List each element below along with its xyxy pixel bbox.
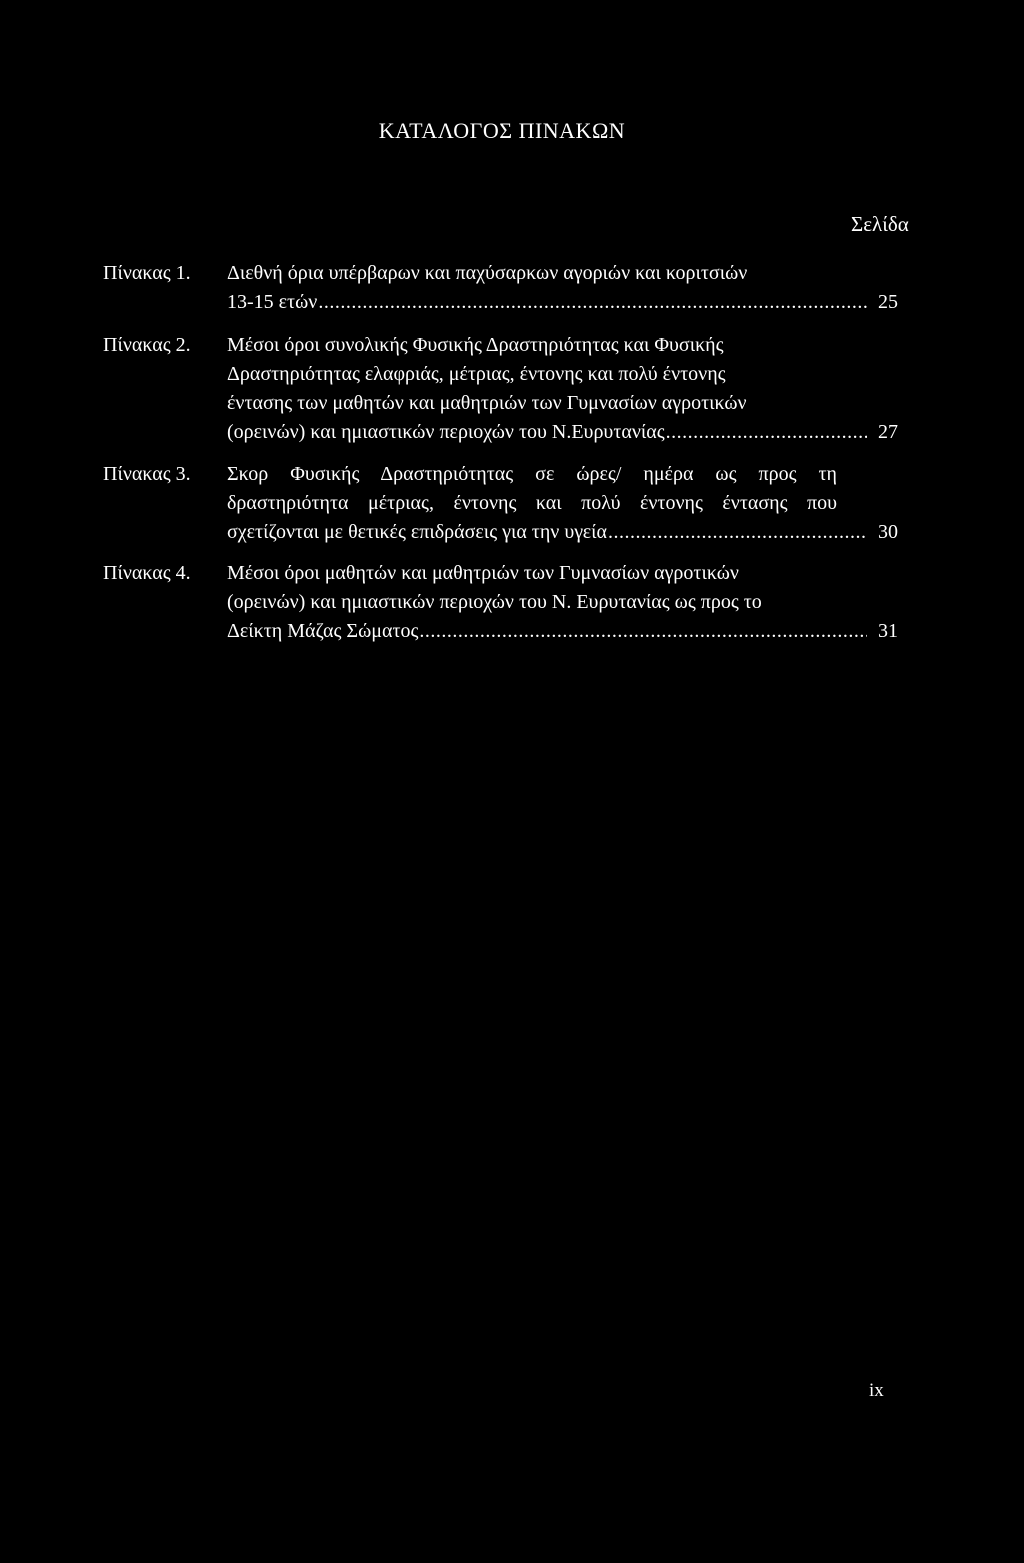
toc-entry-page-number: 31 <box>878 620 898 642</box>
toc-entry-page-number: 25 <box>878 291 898 313</box>
toc-entry-last-text: 13-15 ετών <box>227 291 318 313</box>
toc-entry-last-line <box>227 617 903 646</box>
toc-entry-label: Πίνακας 1. <box>103 262 191 284</box>
toc-entry-page-number: 30 <box>878 521 898 543</box>
toc-entry-last-text: (ορεινών) και ημιαστικών περιοχών του Ν.Ευρυτανίας <box>227 421 665 443</box>
toc-entry-last-line <box>227 418 903 447</box>
toc-entry-page-number: 27 <box>878 421 898 443</box>
toc-entry-label: Πίνακας 3. <box>103 463 191 485</box>
toc-entry-body <box>227 259 903 317</box>
toc-entry-label: Πίνακας 4. <box>103 562 191 584</box>
toc-entry-line: Διεθνή όρια υπέρβαρων και παχύσαρκων αγοριών και κοριτσιών <box>227 262 748 284</box>
toc-entry-last-text: Δείκτη Μάζας Σώματος <box>227 620 419 642</box>
dot-leader <box>318 288 867 317</box>
toc-entry-body <box>227 331 903 447</box>
toc-entry-line: δραστηριότητα μέτριας, έντονης και πολύ έντονης έντασης που <box>227 492 837 514</box>
toc-entry-body <box>227 559 903 646</box>
page-folio: ix <box>869 1380 884 1401</box>
toc-entry-body <box>227 460 903 547</box>
page-title: ΚΑΤΑΛΟΓΟΣ ΠΙΝΑΚΩΝ <box>378 118 626 143</box>
toc-entry-last-line <box>227 288 903 317</box>
page-column-header: Σελίδα <box>851 212 909 236</box>
toc-entry-last-text: σχετίζονται με θετικές επιδράσεις για την υγεία <box>227 521 607 543</box>
toc-entry-line: Σκορ Φυσικής Δραστηριότητας σε ώρες/ ημέρα ως προς τη <box>227 463 837 485</box>
toc-entry-label: Πίνακας 2. <box>103 334 191 356</box>
toc-entry-line: έντασης των μαθητών και μαθητριών των Γυμνασίων αγροτικών <box>227 392 747 414</box>
toc-entry-line: Μέσοι όροι συνολικής Φυσικής Δραστηριότητας και Φυσικής <box>227 334 724 356</box>
dot-leader <box>608 518 867 547</box>
dot-leader <box>419 617 867 646</box>
toc-entry-line: Μέσοι όροι μαθητών και μαθητριών των Γυμνασίων αγροτικών <box>227 562 739 584</box>
toc-entry-last-line <box>227 518 903 547</box>
dot-leader <box>666 418 867 447</box>
toc-entry-line: Δραστηριότητας ελαφριάς, μέτριας, έντονης και πολύ έντονης <box>227 363 726 385</box>
toc-entry-line: (ορεινών) και ημιαστικών περιοχών του Ν. Ευρυτανίας ως προς το <box>227 591 762 613</box>
